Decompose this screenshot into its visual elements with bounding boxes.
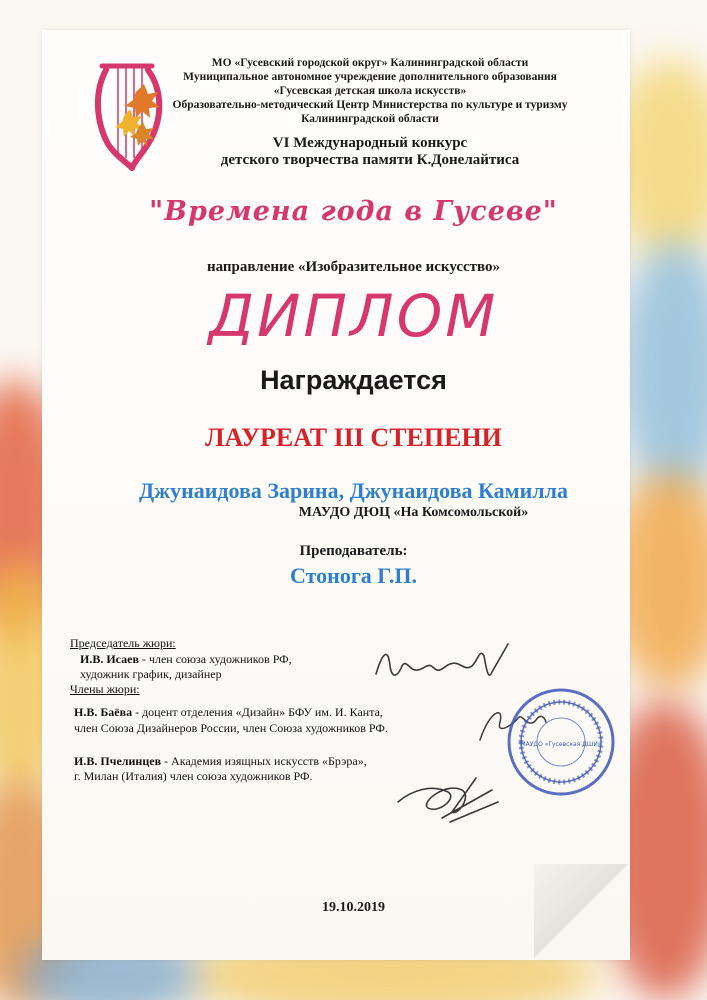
awarded-label: Награждается [260, 365, 447, 395]
member-2-desc-2: г. Милан (Италия) член союза художников РФ. [74, 769, 313, 783]
contest-line-1: VI Международный конкурс [272, 135, 468, 151]
header-line-1: МО «Гусевский городской округ» Калининградской области [211, 57, 529, 69]
diploma-title: ДИПЛОМ [208, 282, 499, 350]
round-stamp [505, 686, 617, 798]
chair-name: И.В. Исаев [80, 652, 139, 666]
contest-title: "Времена года в Гусеве" [149, 196, 558, 227]
chair-line-1 [80, 652, 292, 666]
header-line-3: «Гусевская детская школа искусств» [273, 85, 467, 97]
direction-label: направление «Изобразительное искусство» [206, 259, 501, 275]
chair-signature [368, 636, 518, 696]
member-1-desc-2: член Союза Дизайнеров России, член Союза художников РФ. [74, 721, 388, 735]
member-1-name: Н.В. Баёва [74, 705, 133, 719]
member-1-desc-1: - доцент отделения «Дизайн» БФУ им. И. Канта, [132, 705, 383, 719]
member-2-desc-1: - Академия изящных искусств «Брэра», [161, 754, 367, 768]
contest-line-2: детского творчества памяти К.Донелайтиса [220, 152, 520, 168]
teacher-name: Стонога Г.П. [290, 563, 417, 588]
header-line-2: Муниципальное автономное учреждение дополнительного образования [183, 71, 557, 83]
member-1-line-1 [74, 705, 383, 719]
member-2-line-1 [74, 754, 367, 768]
teacher-label: Преподаватель: [299, 543, 408, 559]
stamp-center-text: МАУДО «Гусевская ДШИ» [520, 741, 602, 748]
school-name: МАУДО ДЮЦ «На Комсомольской» [298, 505, 529, 520]
degree-text: ЛАУРЕАТ III СТЕПЕНИ [205, 423, 502, 452]
chair-label: Председатель жюри: [70, 636, 176, 650]
header-line-4: Образовательно-методический Центр Министерства по культуре и туризму [172, 99, 568, 111]
chair-desc-2: художник график, дизайнер [80, 667, 222, 681]
members-label: Члены жюри: [70, 682, 140, 696]
member-2-name: И.В. Пчелинцев [74, 754, 162, 768]
issue-date: 19.10.2019 [322, 900, 385, 915]
chair-desc-1: - член союза художников РФ, [138, 652, 292, 666]
recipients-names: Джунаидова Зарина, Джунаидова Камилла [138, 478, 568, 503]
header-line-5: Калининградской области [301, 113, 439, 125]
member-2-signature [392, 772, 502, 826]
